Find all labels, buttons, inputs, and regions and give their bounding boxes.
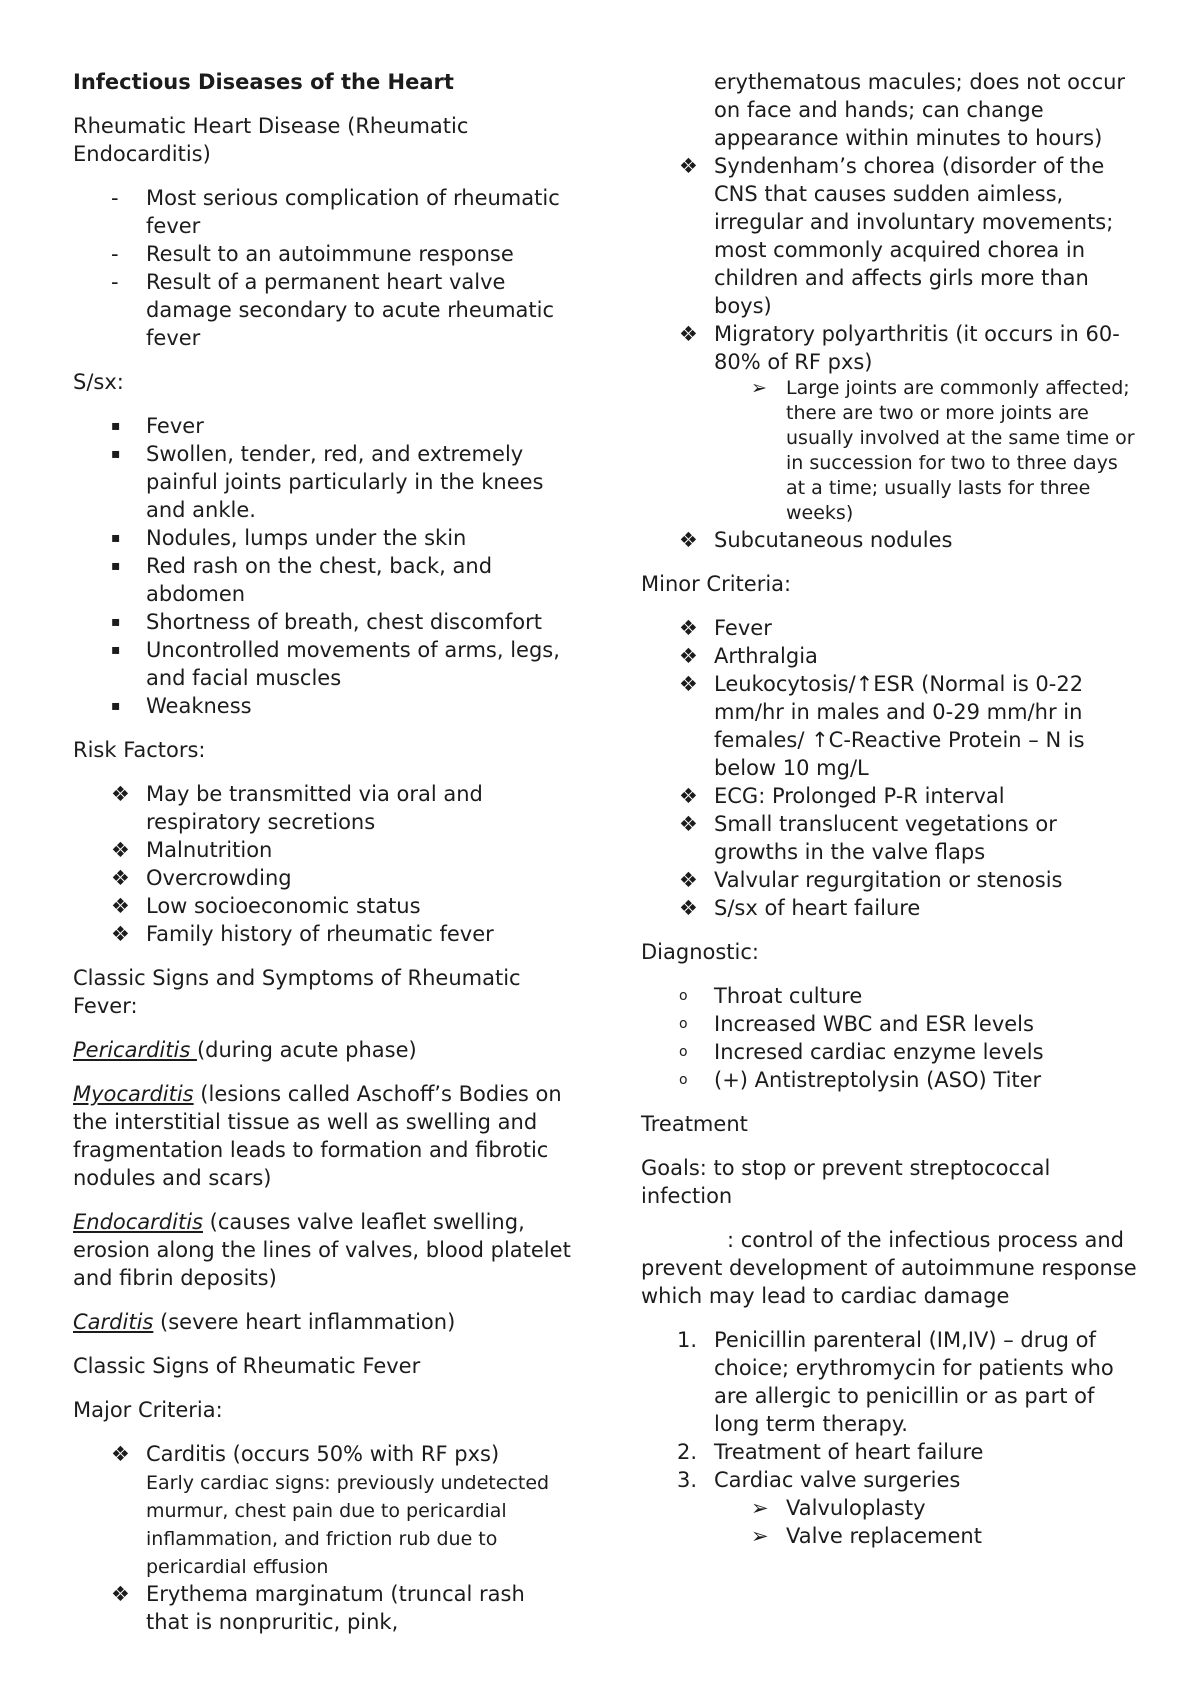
risk-heading: Risk Factors: — [73, 738, 206, 762]
diamond-bullet-icon: ❖ — [111, 922, 130, 946]
list-item: ➢ Valvuloplasty — [751, 1496, 926, 1520]
diamond-bullet-icon: ❖ — [111, 782, 130, 806]
right-column — [641, 68, 1141, 1566]
diamond-bullet-icon: ❖ — [679, 616, 698, 640]
surgery-sublist — [641, 1494, 1141, 1550]
diamond-bullet-icon: ❖ — [111, 866, 130, 890]
dash-bullet: - — [111, 186, 119, 210]
document-title: Infectious Diseases of the Heart — [73, 70, 454, 94]
list-item: ▪ Red rash on the chest, back, and abdomen — [111, 554, 493, 606]
list-item: ❖ Small translucent vegetations or growths in the valve flaps — [679, 812, 1057, 864]
square-bullet-icon: ▪ — [111, 446, 121, 462]
arrow-bullet-icon: ➢ — [751, 1496, 769, 1520]
section-subtitle: Rheumatic Heart Disease (Rheumatic Endocarditis) — [73, 114, 469, 166]
diamond-bullet-icon: ❖ — [111, 1442, 130, 1466]
diagnostic-list — [641, 982, 1141, 1094]
list-item: - Result to an autoimmune response — [111, 242, 514, 266]
arrow-bullet-icon: ➢ — [751, 1524, 769, 1548]
square-bullet-icon: ▪ — [111, 418, 121, 434]
list-item: ▪ Shortness of breath, chest discomfort — [111, 610, 542, 634]
list-item: o Incresed cardiac enzyme levels — [679, 1040, 1044, 1064]
list-item: 2. Treatment of heart failure — [677, 1440, 984, 1464]
myocarditis-paragraph: Myocarditis (lesions called Aschoff’s Bodies on the interstitial tissue as well as swelling and fragmentation leads to formation and fibrotic nodules and scars) — [73, 1082, 562, 1190]
intro-list — [73, 184, 573, 352]
list-item: erythematous macules; does not occur on face and hands; can change appearance within minutes to hours) — [714, 70, 1126, 150]
goals-continued: : control of the infectious process and prevent development of autoimmune response which may lead to cardiac damage — [641, 1228, 1137, 1308]
list-item: ➢ Large joints are commonly affected; there are two or more joints are usually involved at the same time or in succession for two to three days at a time; usually lasts for three weeks) — [751, 377, 1135, 524]
treatment-heading: Treatment — [641, 1112, 748, 1136]
diamond-bullet-icon: ❖ — [679, 868, 698, 892]
left-column — [73, 68, 573, 1652]
list-item: ❖ Fever — [679, 616, 772, 640]
diamond-bullet-icon: ❖ — [679, 784, 698, 808]
list-item: ❖ S/sx of heart failure — [679, 896, 921, 920]
square-bullet-icon: ▪ — [111, 558, 121, 574]
list-item: ❖ ECG: Prolonged P-R interval — [679, 784, 1005, 808]
polyarthritis-sublist — [641, 376, 1141, 526]
ssx-heading: S/sx: — [73, 370, 124, 394]
classic-signs-heading: Classic Signs of Rheumatic Fever — [73, 1354, 421, 1378]
arrow-bullet-icon: ➢ — [751, 377, 767, 399]
diamond-bullet-icon: ❖ — [111, 1582, 130, 1606]
minor-heading: Minor Criteria: — [641, 572, 792, 596]
classic-heading: Classic Signs and Symptoms of Rheumatic Fever: — [73, 966, 521, 1018]
list-item: ❖ Family history of rheumatic fever — [111, 922, 494, 946]
list-item: ❖ Migratory polyarthritis (it occurs in 60-80% of RF pxs) ➢ Large joints are commonly affected; there are two or more joints are usually involved at the same time or in succession for two to three days at a time; usually lasts for three weeks) — [641, 320, 1141, 526]
list-item: o Throat culture — [679, 984, 863, 1008]
carditis-detail: Early cardiac signs: previously undetected murmur, chest pain due to pericardial inflammation, and friction rub due to pericardial effusion — [146, 1472, 550, 1578]
list-item: ▪ Uncontrolled movements of arms, legs, and facial muscles — [111, 638, 560, 690]
list-item: - Most serious complication of rheumatic fever — [111, 186, 560, 238]
list-item: 3. Cardiac valve surgeries ➢ Valvuloplasty ➢ Valve replacement — [641, 1466, 1141, 1550]
major-heading: Major Criteria: — [73, 1398, 223, 1422]
diamond-bullet-icon: ❖ — [111, 838, 130, 862]
list-item: 1. Penicillin parenteral (IM,IV) – drug of choice; erythromycin for patients who are allergic to penicillin or as part of long term therapy. — [677, 1328, 1114, 1436]
list-item: ❖ May be transmitted via oral and respiratory secretions — [111, 782, 483, 834]
list-item: ❖ Arthralgia — [679, 644, 818, 668]
list-item: ❖ Syndenham’s chorea (disorder of the CNS that causes sudden aimless, irregular and involuntary movements; most commonly acquired chorea in children and affects girls more than boys) — [679, 154, 1114, 318]
list-item: ❖ Subcutaneous nodules — [679, 528, 953, 552]
diamond-bullet-icon: ❖ — [679, 528, 698, 552]
myocarditis-term: Myocarditis — [73, 1082, 194, 1106]
list-item: ▪ Weakness — [111, 694, 252, 718]
list-item: ❖ Leukocytosis/↑ESR (Normal is 0-22 mm/hr in males and 0-29 mm/hr in females/ ↑C-Reactive Protein – N is below 10 mg/L — [679, 672, 1085, 780]
list-item: ❖ Low socioeconomic status — [111, 894, 421, 918]
list-item: ❖ Erythema marginatum (truncal rash that is nonpruritic, pink, — [111, 1582, 525, 1634]
diamond-bullet-icon: ❖ — [679, 154, 698, 178]
list-item: o Increased WBC and ESR levels — [679, 1012, 1034, 1036]
endocarditis-term: Endocarditis — [73, 1210, 203, 1234]
diamond-bullet-icon: ❖ — [111, 894, 130, 918]
circle-bullet-icon: o — [679, 1072, 688, 1088]
goals-paragraph: Goals: to stop or prevent streptococcal infection — [641, 1156, 1051, 1208]
list-item: ❖ Malnutrition — [111, 838, 273, 862]
square-bullet-icon: ▪ — [111, 698, 121, 714]
endocarditis-paragraph: Endocarditis (causes valve leaflet swelling, erosion along the lines of valves, blood platelet and fibrin deposits) — [73, 1210, 571, 1290]
square-bullet-icon: ▪ — [111, 642, 121, 658]
circle-bullet-icon: o — [679, 988, 688, 1004]
list-item: o (+) Antistreptolysin (ASO) Titer — [679, 1068, 1042, 1092]
diamond-bullet-icon: ❖ — [679, 896, 698, 920]
treatment-list — [641, 1326, 1141, 1550]
square-bullet-icon: ▪ — [111, 530, 121, 546]
diamond-bullet-icon: ❖ — [679, 672, 698, 696]
dash-bullet: - — [111, 242, 119, 266]
square-bullet-icon: ▪ — [111, 614, 121, 630]
diamond-bullet-icon: ❖ — [679, 322, 698, 346]
list-item: ▪ Nodules, lumps under the skin — [111, 526, 467, 550]
major-list-continued — [641, 68, 1141, 554]
dash-bullet: - — [111, 270, 119, 294]
list-item: ➢ Valve replacement — [751, 1524, 982, 1548]
carditis-term: Carditis — [73, 1310, 154, 1334]
major-list — [73, 1440, 573, 1636]
pericarditis-term: Pericarditis — [73, 1038, 197, 1062]
list-item: ▪ Fever — [111, 414, 204, 438]
list-item: - Result of a permanent heart valve damage secondary to acute rheumatic fever — [111, 270, 555, 350]
circle-bullet-icon: o — [679, 1016, 688, 1032]
diagnostic-heading: Diagnostic: — [641, 940, 759, 964]
carditis-paragraph: Carditis (severe heart inflammation) — [73, 1310, 456, 1334]
pericarditis-paragraph: Pericarditis (during acute phase) — [73, 1038, 417, 1062]
minor-list — [641, 614, 1141, 922]
diamond-bullet-icon: ❖ — [679, 644, 698, 668]
list-item: ❖ Carditis (occurs 50% with RF pxs) Early cardiac signs: previously undetected murmur, chest pain due to pericardial inflammation, and friction rub due to pericardial effusion — [111, 1442, 550, 1578]
ssx-list — [73, 412, 573, 720]
circle-bullet-icon: o — [679, 1044, 688, 1060]
list-item: ❖ Overcrowding — [111, 866, 292, 890]
diamond-bullet-icon: ❖ — [679, 812, 698, 836]
list-item: ▪ Swollen, tender, red, and extremely painful joints particularly in the knees and ankle. — [111, 442, 544, 522]
list-item: ❖ Valvular regurgitation or stenosis — [679, 868, 1063, 892]
risk-list — [73, 780, 573, 948]
